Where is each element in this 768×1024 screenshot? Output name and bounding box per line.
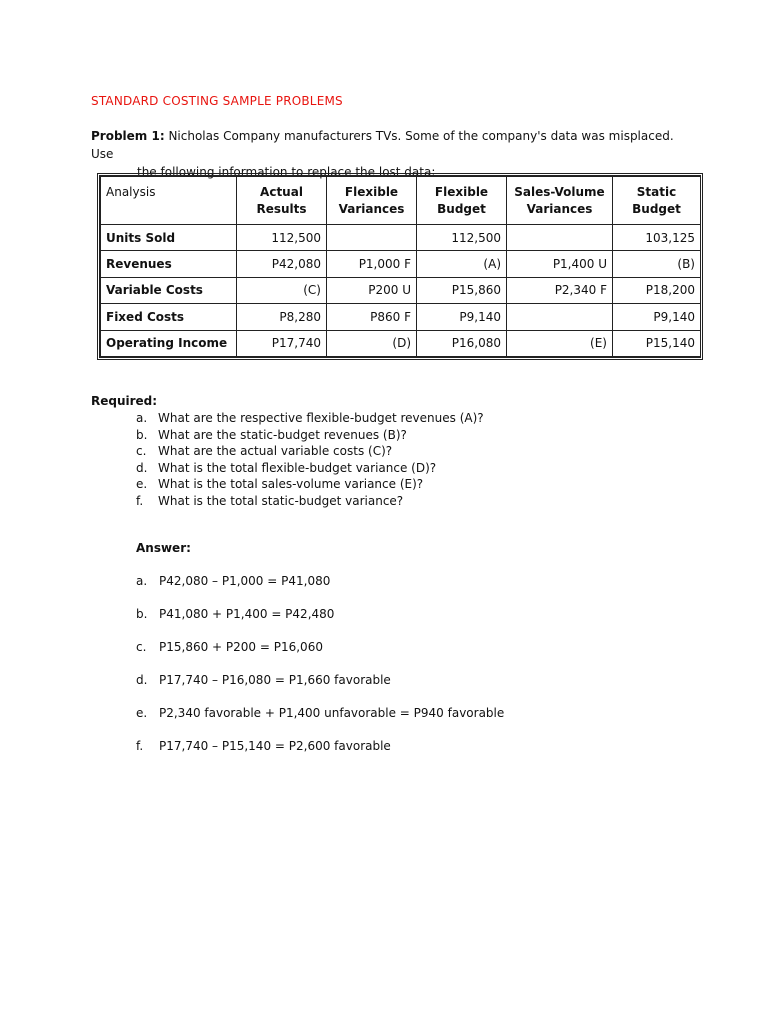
- table-cell: [507, 225, 613, 251]
- table-cell: (A): [417, 251, 507, 277]
- header-actual-results: Actual Results: [237, 177, 327, 225]
- list-item: a. P42,080 – P1,000 = P41,080: [136, 574, 331, 588]
- table-cell: P15,860: [417, 277, 507, 303]
- list-item: b. What are the static-budget revenues (B)?: [136, 427, 407, 442]
- answer-list: [136, 574, 504, 772]
- row-label: Units Sold: [101, 225, 237, 251]
- list-item: b. P41,080 + P1,400 = P42,480: [136, 607, 335, 621]
- table-cell: P8,280: [237, 304, 327, 330]
- table-cell: P18,200: [613, 277, 701, 303]
- problem-label: Problem 1:: [91, 129, 165, 143]
- required-heading: Required:: [91, 394, 158, 408]
- table-row: [101, 251, 701, 277]
- table-cell: P2,340 F: [507, 277, 613, 303]
- table-cell: 103,125: [613, 225, 701, 251]
- table-row: [101, 304, 701, 330]
- list-item: d. P17,740 – P16,080 = P1,660 favorable: [136, 673, 391, 687]
- list-item: f. What is the total static-budget variance?: [136, 493, 404, 508]
- table-cell: P42,080: [237, 251, 327, 277]
- problem-text-line2: the following information to replace the lost data:: [137, 165, 436, 179]
- list-item: d. What is the total flexible-budget variance (D)?: [136, 460, 437, 475]
- header-static-budget: Static Budget: [613, 177, 701, 225]
- list-item: c. What are the actual variable costs (C)?: [136, 444, 393, 459]
- header-sales-volume-variances: Sales-Volume Variances: [507, 177, 613, 225]
- table-cell: P9,140: [417, 304, 507, 330]
- table-cell: P200 U: [327, 277, 417, 303]
- variance-table: [97, 173, 703, 360]
- header-flexible-budget: Flexible Budget: [417, 177, 507, 225]
- table-cell: P9,140: [613, 304, 701, 330]
- table-cell: P17,740: [237, 330, 327, 356]
- question-list: [91, 410, 484, 510]
- table-row: [101, 277, 701, 303]
- header-analysis: Analysis: [101, 177, 237, 225]
- row-label: Fixed Costs: [101, 304, 237, 330]
- table-cell: P16,080: [417, 330, 507, 356]
- table-cell: P1,000 F: [327, 251, 417, 277]
- table-cell: (E): [507, 330, 613, 356]
- row-label: Revenues: [101, 251, 237, 277]
- problem-text-line1: Nicholas Company manufacturers TVs. Some of the company's data was misplaced. Use: [91, 129, 674, 161]
- list-item: e. P2,340 favorable + P1,400 unfavorable = P940 favorable: [136, 706, 505, 720]
- table-cell: 112,500: [237, 225, 327, 251]
- table-cell: 112,500: [417, 225, 507, 251]
- table-cell: P15,140: [613, 330, 701, 356]
- list-item: e. What is the total sales-volume variance (E)?: [136, 477, 424, 492]
- list-item: c. P15,860 + P200 = P16,060: [136, 640, 323, 654]
- table-cell: (D): [327, 330, 417, 356]
- row-label: Operating Income: [101, 330, 237, 356]
- list-item: f. P17,740 – P15,140 = P2,600 favorable: [136, 739, 391, 753]
- table-row: [101, 330, 701, 356]
- list-item: a. What are the respective flexible-budget revenues (A)?: [136, 411, 484, 425]
- answer-heading: Answer:: [136, 541, 191, 555]
- table-header-row: [101, 177, 701, 225]
- table-cell: (C): [237, 277, 327, 303]
- required-section: [91, 393, 484, 510]
- table-cell: P1,400 U: [507, 251, 613, 277]
- table-cell: P860 F: [327, 304, 417, 330]
- row-label: Variable Costs: [101, 277, 237, 303]
- table-cell: [507, 304, 613, 330]
- table-cell: [327, 225, 417, 251]
- table-row: [101, 225, 701, 251]
- page-title: STANDARD COSTING SAMPLE PROBLEMS: [91, 94, 343, 108]
- header-flexible-variances: Flexible Variances: [327, 177, 417, 225]
- table-cell: (B): [613, 251, 701, 277]
